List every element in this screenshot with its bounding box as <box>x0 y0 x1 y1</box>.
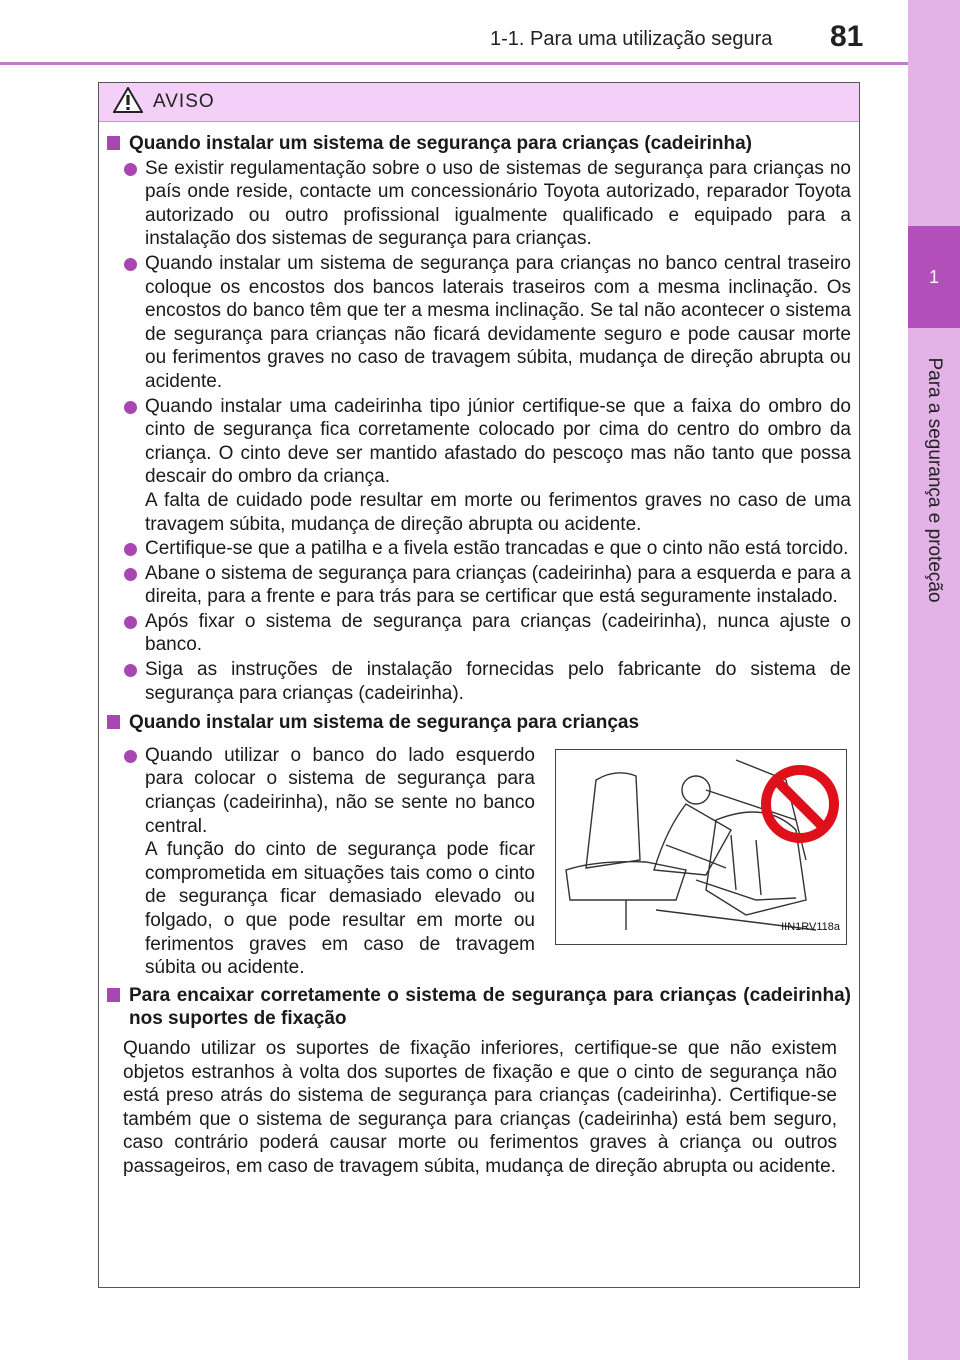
chapter-side-tab <box>908 0 960 1360</box>
list-item: Se existir regulamentação sobre o uso de sistemas de segurança para crianças no país onde reside, contacte um concessionário Toyota autorizado, reparador Toyota autorizado ou outro profissional igualmente qualificado e equipado para a instalação dos sistemas de segurança para crianças. <box>107 157 851 251</box>
list-item: Quando utilizar o banco do lado esquerdo para colocar o sistema de segurança para crianças (cadeirinha), não se sente no banco central. A função do cinto de segurança pode ficar comprometida em situações tais como o cinto de segurança ficar demasiado elevado ou folgado, o que pode resultar em morte ou ferimentos graves em caso de travagem súbita ou acidente. <box>107 744 535 980</box>
circle-bullet-icon <box>124 750 137 763</box>
section-heading: Para encaixar corretamente o sistema de segurança para crianças (cadeirinha) nos suportes de fixação <box>107 984 851 1031</box>
warning-triangle-icon <box>113 87 143 118</box>
list-item: Após fixar o sistema de segurança para crianças (cadeirinha), nunca ajuste o banco. <box>107 610 851 657</box>
warning-title: AVISO <box>153 91 215 112</box>
child-seat-illustration <box>555 749 847 945</box>
circle-bullet-icon <box>124 543 137 556</box>
square-bullet-icon <box>107 988 120 1002</box>
header-divider <box>0 62 908 65</box>
list-item: Abane o sistema de segurança para crianças (cadeirinha) para a esquerda e para a direita, para a frente e para trás para se certificar que está seguramente instalado. <box>107 562 851 609</box>
circle-bullet-icon <box>124 163 137 176</box>
list-item: Quando instalar uma cadeirinha tipo júnior certifique-se que a faixa do ombro do cinto de segurança fica corretamente colocado por cima do centro do ombro da criança. O cinto deve ser mantido afastado do pescoço mas não tanto que possa descair do ombro da criança. A falta de cuidado pode resultar em morte ou ferimentos graves no caso de uma travagem súbita, mudança de direção abrupta ou acidente. <box>107 395 851 537</box>
warning-header <box>99 83 859 122</box>
section-heading: Quando instalar um sistema de segurança para crianças (cadeirinha) <box>107 132 851 156</box>
paragraph: Quando utilizar os suportes de fixação inferiores, certifique-se que não existem objetos estranhos à volta dos suportes de fixação e que o cinto de segurança não está preso atrás do sistema de segurança para crianças (cadeirinha). Certifique-se também que o sistema de segurança para crianças (cadeirinha) está bem seguro, caso contrário poderá causar morte ou ferimentos graves à criança ou outros passageiros, em caso de travagem súbita, mudança de direção abrupta ou acidente. <box>123 1037 837 1177</box>
list-item: Certifique-se que a patilha e a fivela estão trancadas e que o cinto não está torcido. <box>107 537 851 561</box>
warning-content <box>99 122 859 1179</box>
page-number: 81 <box>830 20 864 53</box>
circle-bullet-icon <box>124 258 137 271</box>
child-seat-drawing <box>556 750 846 944</box>
square-bullet-icon <box>107 715 120 729</box>
list-item: Quando instalar um sistema de segurança para crianças no banco central traseiro coloque os encostos dos bancos laterais traseiros com a mesma inclinação. Os encostos do banco têm que ter a mesma inclinação. Se tal não acontecer o sistema de segurança para crianças não ficará devidamente seguro e pode causar morte ou ferimentos graves no caso de travagem súbita, mudança de direção abrupta ou acidente. <box>107 252 851 394</box>
chapter-number-tab[interactable]: 1 <box>908 226 960 328</box>
bullet-with-figure <box>107 743 851 980</box>
section-heading: Quando instalar um sistema de segurança para crianças <box>107 711 851 735</box>
list-item: Siga as instruções de instalação fornecidas pelo fabricante do sistema de segurança para crianças (cadeirinha). <box>107 658 851 705</box>
circle-bullet-icon <box>124 664 137 677</box>
circle-bullet-icon <box>124 568 137 581</box>
header-section-title: 1-1. Para uma utilização segura <box>490 28 773 50</box>
figure-code: IIN1RV118a <box>781 921 840 934</box>
chapter-label: Para a segurança e proteção <box>924 357 945 603</box>
circle-bullet-icon <box>124 616 137 629</box>
warning-box <box>98 82 860 1288</box>
square-bullet-icon <box>107 136 120 150</box>
circle-bullet-icon <box>124 401 137 414</box>
